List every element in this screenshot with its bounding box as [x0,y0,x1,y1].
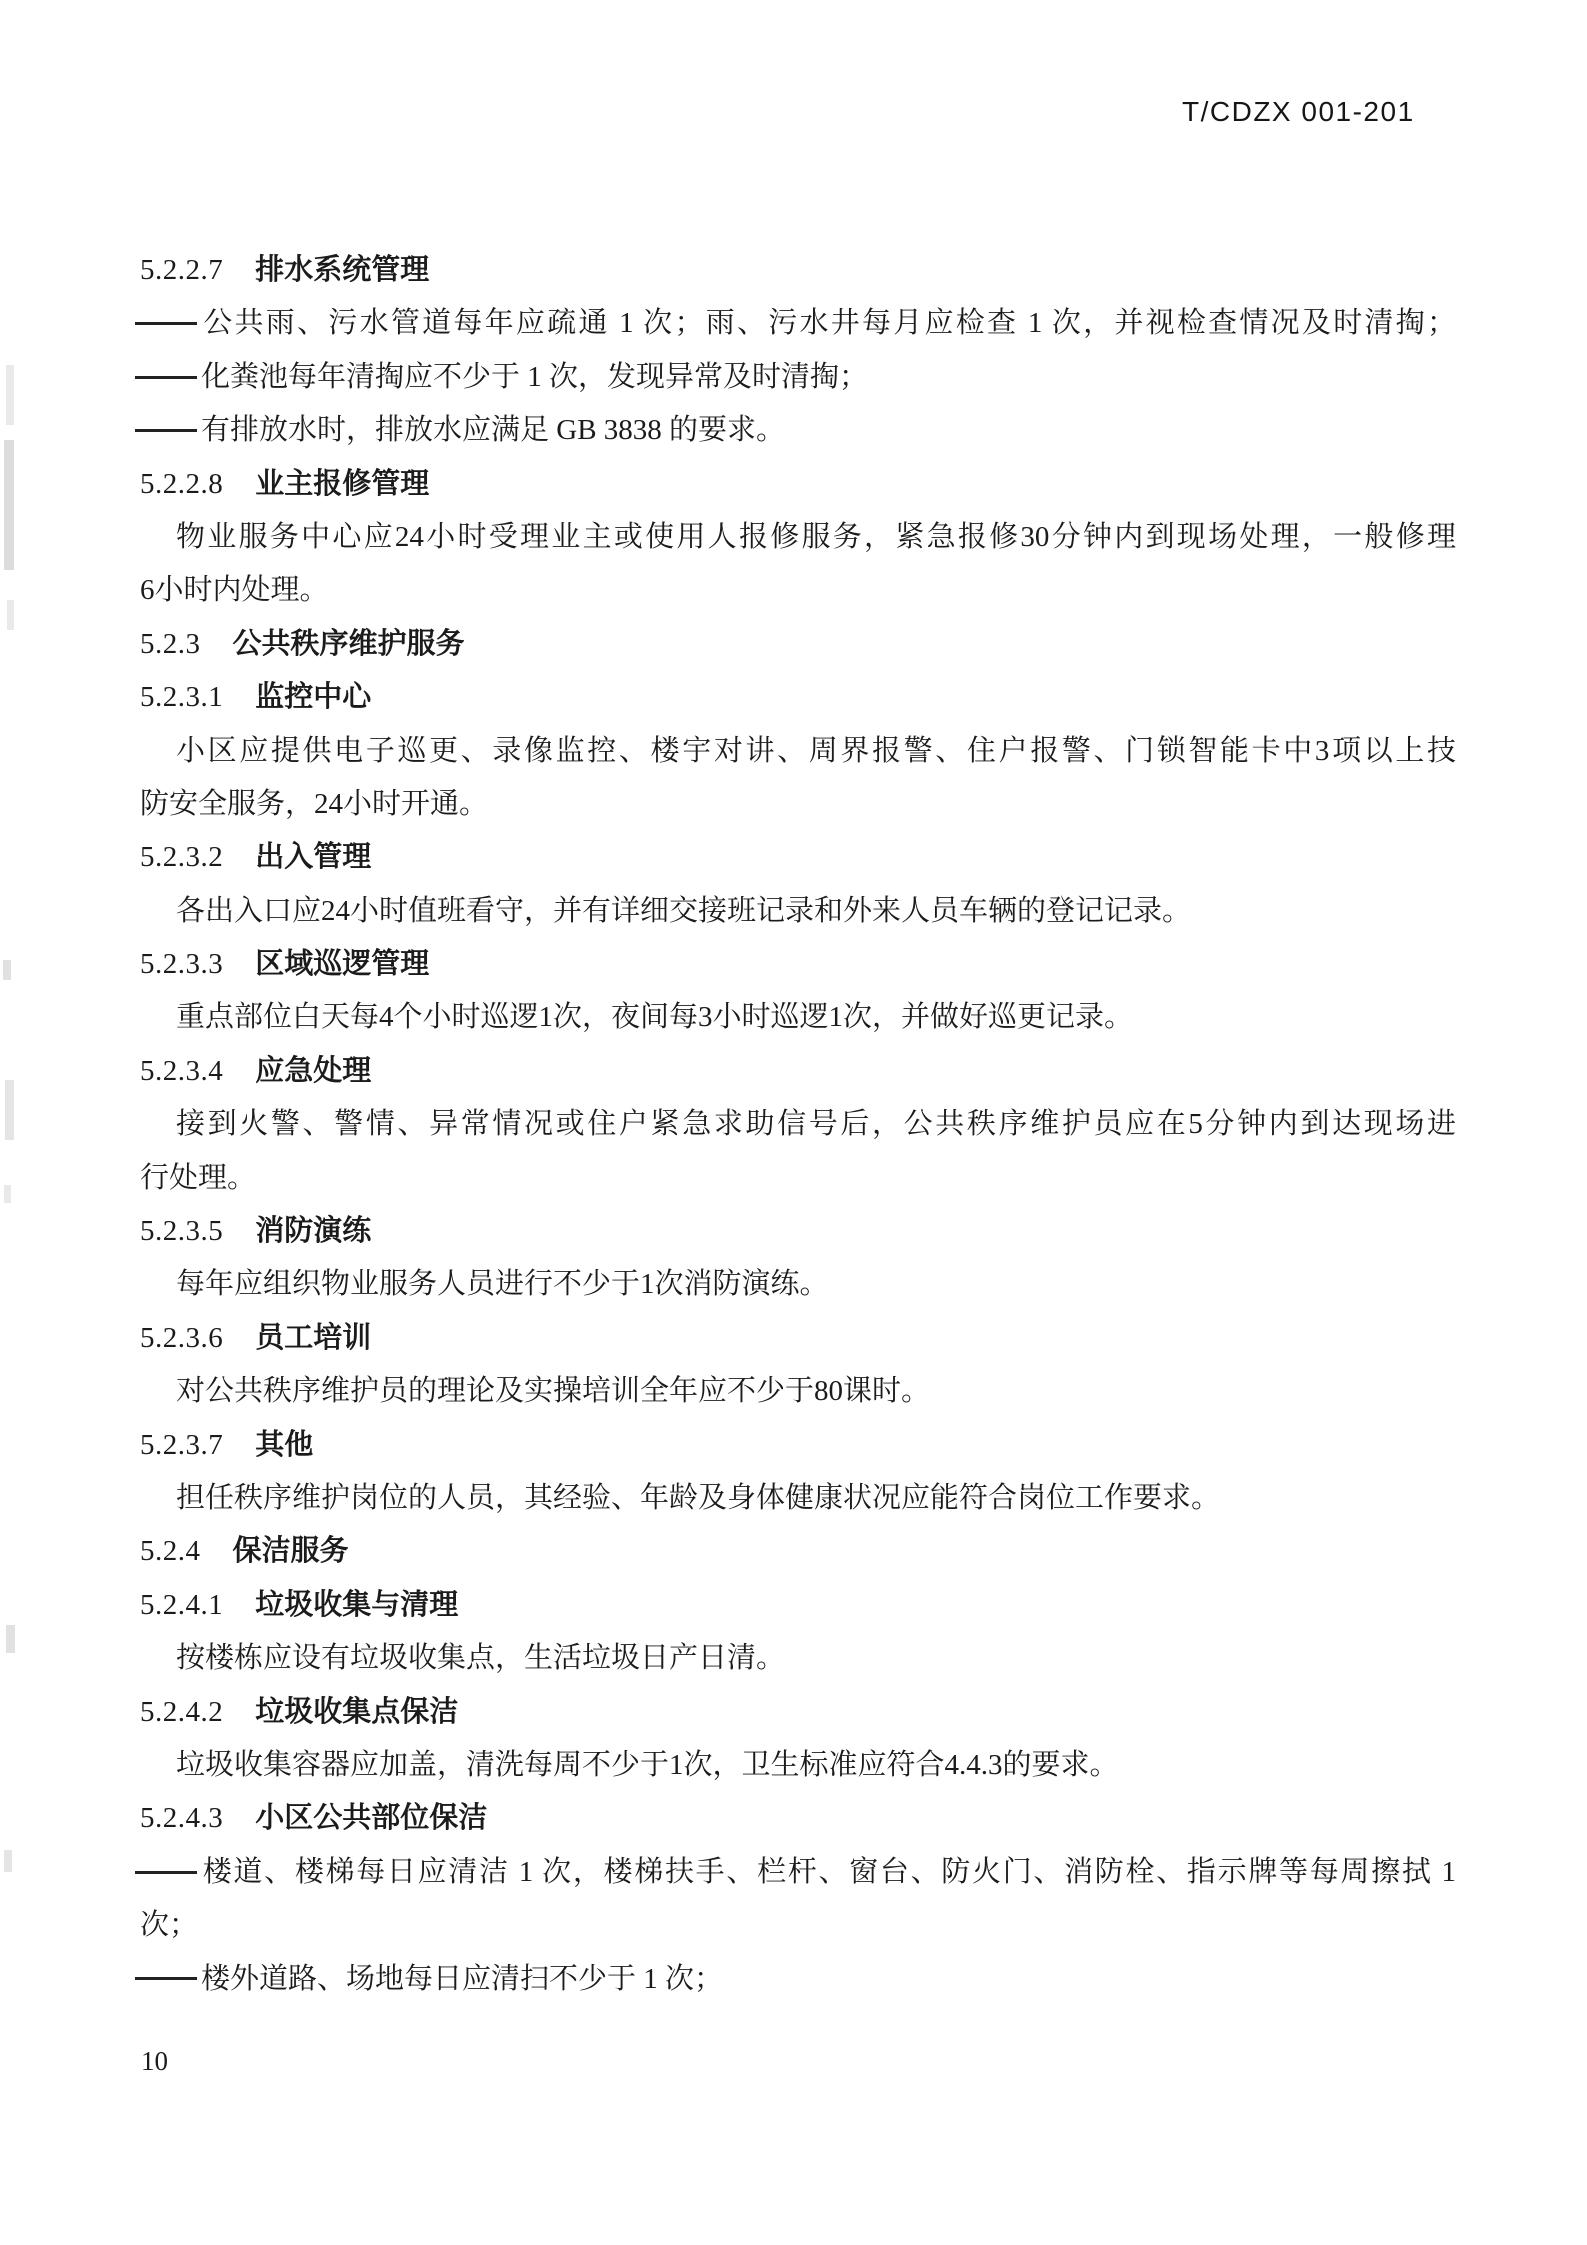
paragraph-text: 行处理。 [140,1161,257,1194]
section-title: 应急处理 [255,1054,372,1087]
paragraph-line [140,564,1456,617]
section-number: 5.2.4.2 [140,1695,224,1728]
section-title: 其他 [255,1428,314,1461]
section-number: 5.2.3.3 [140,948,224,981]
dash-item [135,1846,1456,1899]
section-title: 排水系统管理 [255,254,430,286]
scan-artifact [5,1080,14,1140]
paragraph-text: 物业服务中心应24小时受理业主或使用人报修服务，紧急报修30分钟内到现场处理，一般修理 [176,520,1456,553]
section-heading [140,618,1456,671]
paragraph-line [140,511,1456,564]
section-number: 5.2.2.7 [140,254,224,286]
scan-artifact [3,960,11,980]
section-heading [140,1312,1456,1365]
paragraph-text: 次； [140,1909,199,1942]
section-title: 公共秩序维护服务 [232,627,465,660]
em-dash-icon [135,376,197,379]
section-heading [140,671,1456,724]
paragraph-line [140,885,1456,938]
scan-artifact [6,1625,15,1653]
section-title: 保洁服务 [232,1535,349,1568]
section-number: 5.2.4 [140,1535,201,1568]
section-number: 5.2.4.1 [140,1588,224,1621]
paragraph-line [140,991,1456,1044]
paragraph-text: 担任秩序维护岗位的人员，其经验、年龄及身体健康状况应能符合岗位工作要求。 [176,1481,1221,1514]
section-number: 5.2.3 [140,627,201,660]
page-number: 10 [141,2046,168,2076]
section-number: 5.2.4.3 [140,1802,224,1835]
section-heading [140,458,1456,511]
section-heading [140,938,1456,991]
dash-text: 楼外道路、场地每日应清扫不少于 1 次； [201,1962,724,1995]
scan-artifact [7,600,14,630]
dash-text: 化粪池每年清掏应不少于 1 次，发现异常及时清掏； [201,360,869,393]
paragraph-line [140,725,1456,778]
paragraph-text: 6小时内处理。 [140,574,329,607]
section-title: 消防演练 [255,1215,372,1248]
scan-artifact [4,1850,12,1872]
section-title: 监控中心 [255,681,372,714]
paragraph-line [140,778,1456,831]
dash-item [135,404,1456,457]
section-number: 5.2.3.6 [140,1321,224,1354]
em-dash-icon [135,1977,197,1980]
standard-code-header: T/CDZX 001-201 [1182,96,1415,127]
section-title: 垃圾收集与清理 [255,1588,459,1621]
paragraph-text: 防安全服务，24小时开通。 [140,787,489,820]
paragraph-line [140,1098,1456,1151]
section-title: 业主报修管理 [255,467,430,500]
section-title: 出入管理 [255,841,372,874]
section-title: 垃圾收集点保洁 [255,1695,459,1728]
section-heading [140,244,1456,297]
scan-artifact [4,440,14,570]
section-number: 5.2.3.2 [140,841,224,874]
paragraph-line [140,1258,1456,1311]
section-heading [140,1205,1456,1258]
paragraph-line [140,1365,1456,1418]
dash-item [135,351,1456,404]
paragraph-text: 接到火警、警情、异常情况或住户紧急求助信号后，公共秩序维护员应在5分钟内到达现场进 [176,1108,1456,1141]
section-number: 5.2.3.5 [140,1215,224,1248]
paragraph-line [140,1152,1456,1205]
paragraph-text: 每年应组织物业服务人员进行不少于1次消防演练。 [176,1268,829,1301]
section-number: 5.2.3.4 [140,1054,224,1087]
dash-text: 有排放水时，排放水应满足 GB 3838 的要求。 [201,414,786,447]
section-title: 区域巡逻管理 [255,948,430,981]
section-title: 员工培训 [255,1321,372,1354]
section-number: 5.2.2.8 [140,467,224,500]
paragraph-line [140,1739,1456,1792]
section-title: 小区公共部位保洁 [255,1802,488,1835]
section-number: 5.2.3.1 [140,681,224,714]
paragraph-line [140,1632,1456,1685]
section-heading [140,1579,1456,1632]
dash-item [135,297,1456,350]
dash-text: 公共雨、污水管道每年应疏通 1 次；雨、污水井每月应检查 1 次，并视检查情况及时清掏； [201,307,1456,340]
paragraph-text: 垃圾收集容器应加盖，清洗每周不少于1次，卫生标准应符合4.4.3的要求。 [176,1748,1119,1781]
em-dash-icon [135,1871,197,1874]
paragraph-line [140,1899,1456,1952]
paragraph-text: 按楼栋应设有垃圾收集点，生活垃圾日产日清。 [176,1642,786,1675]
dash-item [135,1953,1456,2006]
section-heading [140,1792,1456,1845]
em-dash-icon [135,322,197,325]
section-heading [140,831,1456,884]
section-heading [140,1525,1456,1578]
document-body [140,244,1456,2006]
section-number: 5.2.3.7 [140,1428,224,1461]
dash-text: 楼道、楼梯每日应清洁 1 次，楼梯扶手、栏杆、窗台、防火门、消防栓、指示牌等每周擦拭 1 [201,1855,1456,1888]
section-heading [140,1045,1456,1098]
paragraph-text: 重点部位白天每4个小时巡逻1次，夜间每3小时巡逻1次，并做好巡更记录。 [176,1001,1134,1034]
section-heading [140,1419,1456,1472]
section-heading [140,1686,1456,1739]
scan-artifact [4,1185,11,1203]
paragraph-text: 各出入口应24小时值班看守，并有详细交接班记录和外来人员车辆的登记记录。 [176,894,1192,927]
em-dash-icon [135,429,197,432]
scan-artifact [6,365,14,425]
paragraph-text: 对公共秩序维护员的理论及实操培训全年应不少于80课时。 [176,1375,931,1408]
paragraph-text: 小区应提供电子巡更、录像监控、楼宇对讲、周界报警、住户报警、门锁智能卡中3项以上技 [176,734,1456,767]
paragraph-line [140,1472,1456,1525]
